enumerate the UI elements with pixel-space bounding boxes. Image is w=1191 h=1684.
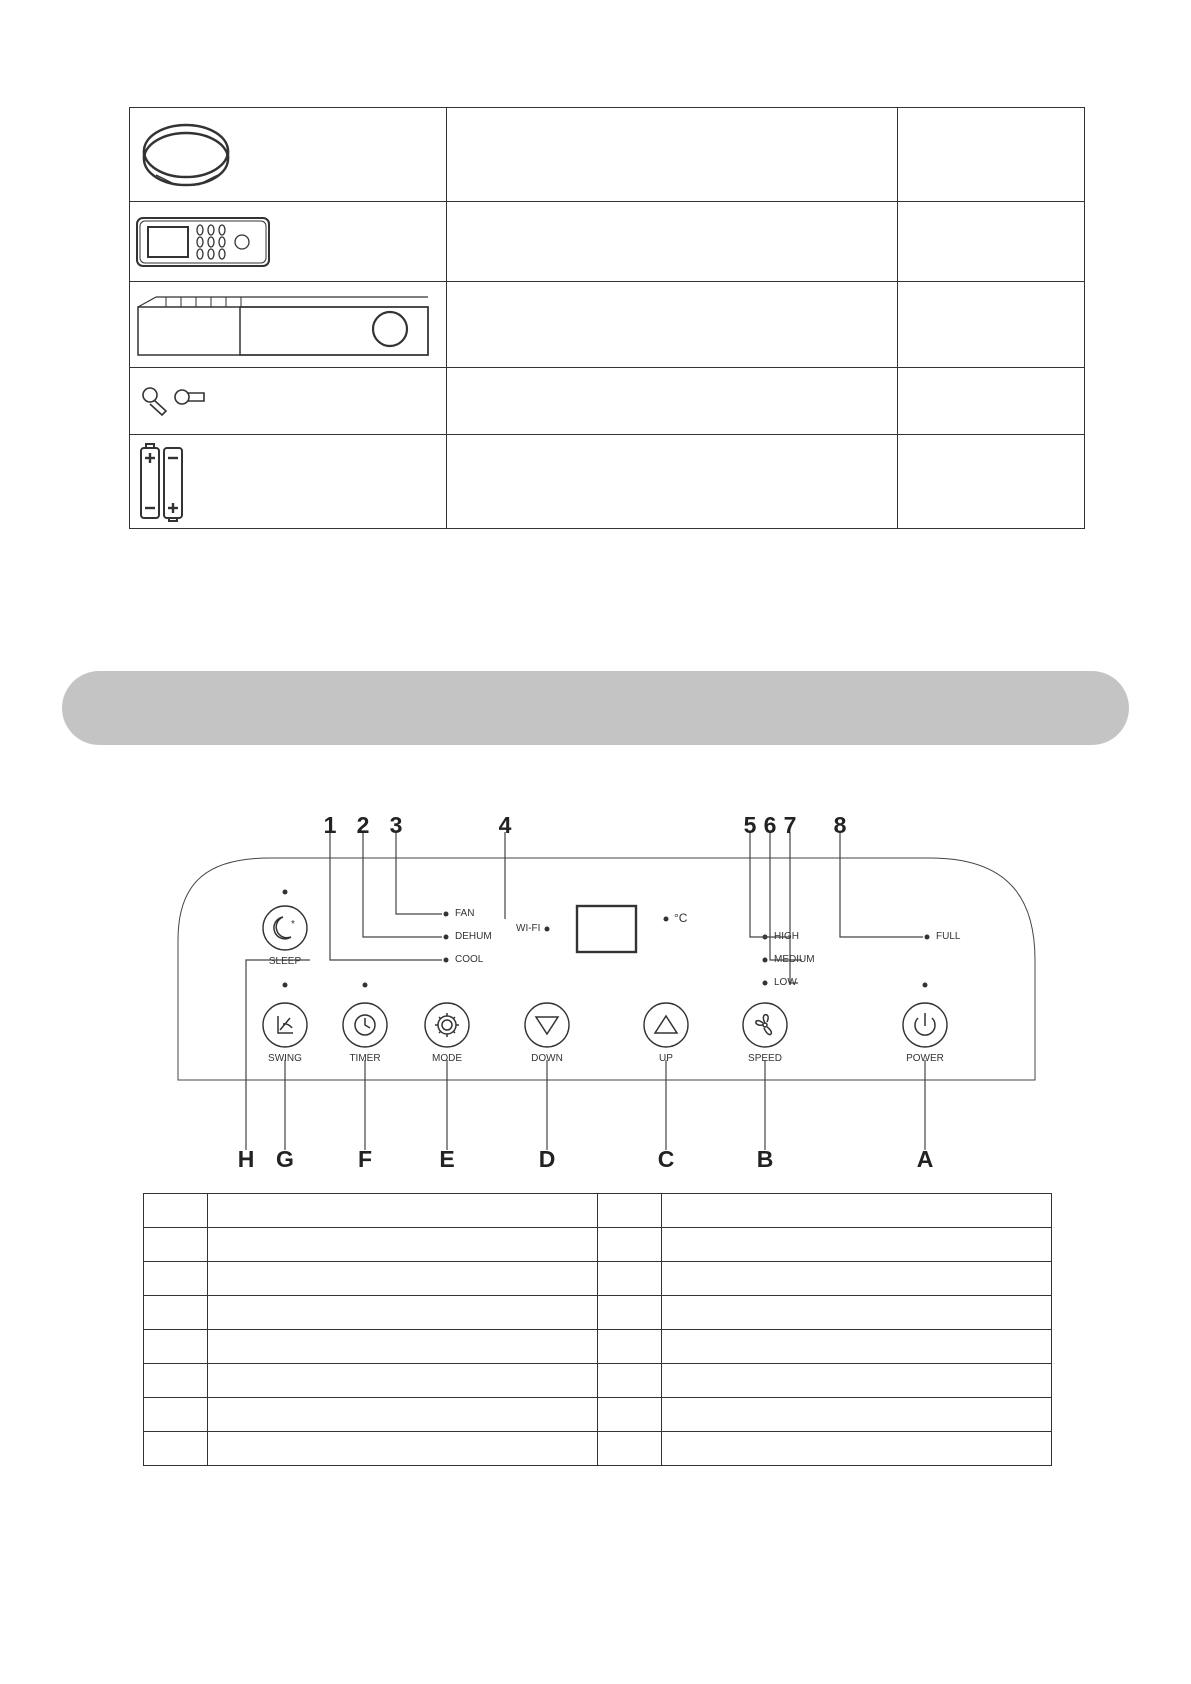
key-cell [144, 1398, 208, 1432]
control-panel-diagram [150, 800, 1050, 1170]
down-arrow-icon [536, 1017, 558, 1034]
callout-number: 6 [763, 812, 777, 838]
mode-button-label: MODE [432, 1053, 462, 1064]
swing-icon [278, 1016, 293, 1033]
key-cell [598, 1262, 662, 1296]
value-cell [662, 1262, 1052, 1296]
wifi-indicator-label: WI-FI [516, 923, 541, 934]
section-header-bar [62, 671, 1129, 745]
control-key-table [143, 1193, 1052, 1466]
accessory-quantity [898, 108, 1085, 202]
callout-letter: F [357, 1146, 373, 1172]
callout-number: 3 [389, 812, 403, 838]
key-cell [144, 1432, 208, 1466]
table-row [130, 202, 1085, 282]
celsius-label: °C [674, 911, 688, 925]
key-cell [144, 1364, 208, 1398]
gear-icon [442, 1020, 452, 1030]
up-arrow-icon [655, 1016, 677, 1033]
table-row [144, 1296, 1052, 1330]
swing-button-label: SWING [268, 1053, 302, 1064]
value-cell [208, 1398, 598, 1432]
value-cell [662, 1194, 1052, 1228]
key-cell [144, 1330, 208, 1364]
high-indicator-label: HIGH [774, 931, 799, 942]
callout-letter: C [657, 1146, 675, 1172]
speed-button-label: SPEED [748, 1053, 782, 1064]
speed-button-shape [743, 1003, 787, 1047]
value-cell [208, 1364, 598, 1398]
table-row [144, 1330, 1052, 1364]
power-icon [915, 1013, 935, 1035]
key-cell [598, 1194, 662, 1228]
key-cell [144, 1194, 208, 1228]
key-cell [144, 1262, 208, 1296]
callout-letter: H [237, 1146, 255, 1172]
value-cell [662, 1432, 1052, 1466]
value-cell [208, 1262, 598, 1296]
table-row [144, 1398, 1052, 1432]
accessory-quantity [898, 202, 1085, 282]
control-panel-drawing [150, 800, 1050, 1170]
callout-letter: A [916, 1146, 934, 1172]
accessory-quantity [898, 282, 1085, 368]
callout-letter: E [439, 1146, 455, 1172]
key-cell [598, 1398, 662, 1432]
key-cell [598, 1296, 662, 1330]
key-cell [598, 1228, 662, 1262]
accessories-table [129, 107, 1085, 529]
down-button-shape [525, 1003, 569, 1047]
value-cell [662, 1228, 1052, 1262]
medium-indicator-label: MEDIUM [774, 954, 815, 965]
timer-button-label: TIMER [349, 1053, 381, 1064]
value-cell [662, 1398, 1052, 1432]
callout-number: 8 [833, 812, 847, 838]
power-button-label: POWER [906, 1053, 944, 1064]
window-adapter-ring-icon [136, 115, 236, 195]
fan-indicator-label: FAN [455, 908, 475, 919]
callout-number: 1 [323, 812, 337, 838]
accessory-picture-cell [130, 435, 447, 529]
value-cell [208, 1330, 598, 1364]
callout-letter: D [538, 1146, 556, 1172]
callout-letter: G [276, 1146, 294, 1172]
table-row [144, 1194, 1052, 1228]
accessory-quantity [898, 435, 1085, 529]
window-slider-kit-icon [136, 293, 440, 357]
cool-indicator-label: COOL [455, 954, 484, 965]
value-cell [662, 1296, 1052, 1330]
accessory-picture-cell [130, 368, 447, 435]
accessory-description [447, 368, 898, 435]
accessory-picture-cell [130, 108, 447, 202]
table-row [130, 108, 1085, 202]
sleep-button-label: SLEEP [268, 956, 302, 967]
sleep-button-shape [263, 906, 307, 950]
key-cell [598, 1364, 662, 1398]
star-icon: * [291, 919, 295, 930]
callout-number: 2 [356, 812, 370, 838]
value-cell [208, 1432, 598, 1466]
table-row [130, 435, 1085, 529]
remote-control-icon [136, 217, 270, 267]
key-cell [598, 1330, 662, 1364]
dehum-indicator-label: DEHUM [455, 931, 492, 942]
callout-number: 7 [783, 812, 797, 838]
value-cell [208, 1228, 598, 1262]
table-row [130, 282, 1085, 368]
accessory-description [447, 435, 898, 529]
callout-letter: B [756, 1146, 774, 1172]
accessory-description [447, 202, 898, 282]
accessory-description [447, 108, 898, 202]
accessory-picture-cell [130, 282, 447, 368]
batteries-icon [136, 442, 192, 522]
accessory-quantity [898, 368, 1085, 435]
key-cell [144, 1296, 208, 1330]
key-cell [598, 1432, 662, 1466]
value-cell [208, 1194, 598, 1228]
low-indicator-label: LOW [774, 977, 797, 988]
up-button-shape [644, 1003, 688, 1047]
value-cell [662, 1330, 1052, 1364]
value-cell [662, 1364, 1052, 1398]
callout-number: 4 [498, 812, 512, 838]
value-cell [208, 1296, 598, 1330]
table-row [144, 1228, 1052, 1262]
moon-icon [274, 917, 291, 939]
table-row [144, 1262, 1052, 1296]
table-row [144, 1432, 1052, 1466]
mode-button-shape [425, 1003, 469, 1047]
up-button-label: UP [659, 1053, 673, 1064]
fan-icon [756, 1015, 771, 1035]
accessory-description [447, 282, 898, 368]
table-row [144, 1364, 1052, 1398]
key-cell [144, 1228, 208, 1262]
down-button-label: DOWN [531, 1053, 563, 1064]
full-indicator-label: FULL [936, 931, 961, 942]
screws-icon [136, 383, 216, 419]
accessory-picture-cell [130, 202, 447, 282]
callout-number: 5 [743, 812, 757, 838]
table-row [130, 368, 1085, 435]
